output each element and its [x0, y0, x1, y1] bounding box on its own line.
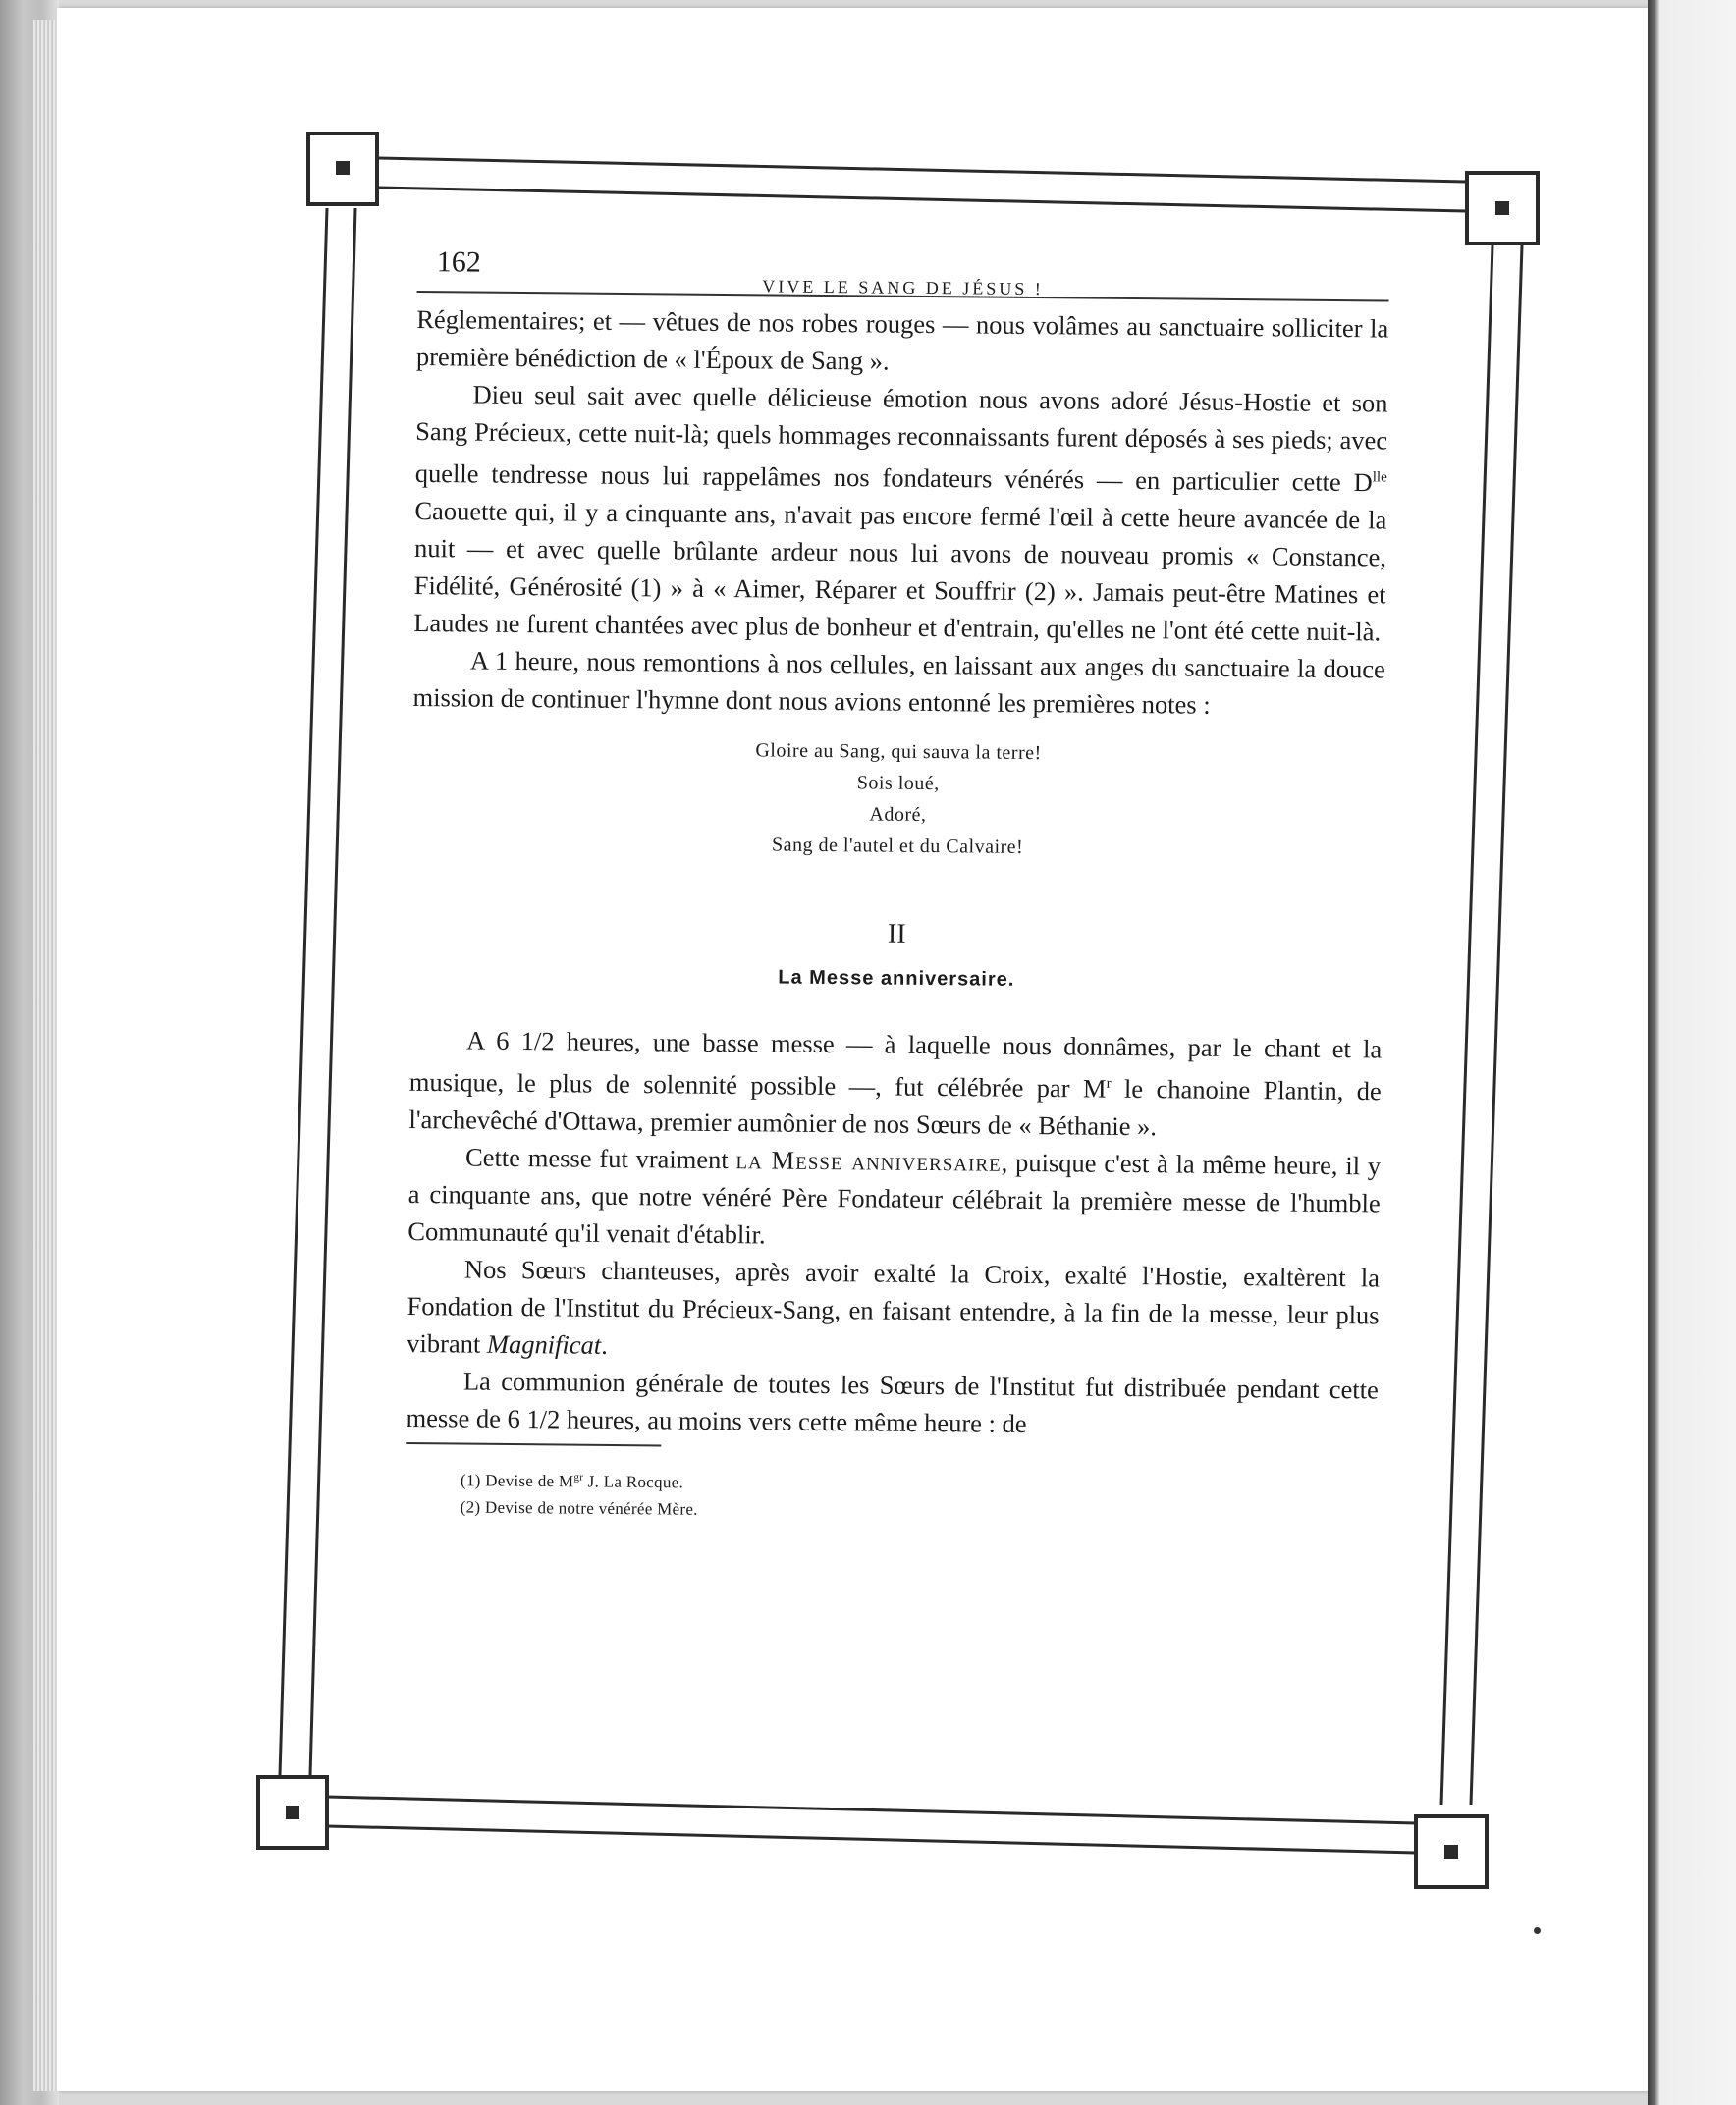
frame-bottom-rule-inner [327, 1826, 1416, 1853]
frame-bottom-rule-outer [327, 1797, 1416, 1823]
frame-top-rule-outer [378, 158, 1466, 182]
paragraph-2: Dieu seul sait avec quelle délicieuse émotion nous avons adoré Jésus-Hostie et son Sang Précieux, cette nuit-là; quels hommages reconnaissants furent déposés à ses pieds; avec quelle tendresse nous lui rappelâmes nos fondateurs vénérés — en particulier cette $D^{lle}$ Caouette qui, il y a cinquante ans, n'avait pas encore fermé l'œil à cette heure avancée de la nuit — et avec quelle brûlante ardeur nous lui avons de nouveau promis « Constance, Fidélité, Générosité (1) » à « Aimer, Réparer et Souffrir (2) ». Jamais peut-être Matines et Laudes ne furent chantées avec plus de bonheur et d'entrain, qu'elles ne l'ont été cette nuit-là. [413, 379, 1388, 647]
hymn-line-1: Gloire au Sang, qui sauva la terre! [755, 739, 1042, 764]
footnote-rule [406, 1442, 661, 1446]
paragraph-4: A 6 1/2 heures, une basse messe — à laquelle nous donnâmes, par le chant et la musique, le plus de solennité possible —, fut célébrée par $M^r$ le chanoine Plantin, de l'archevêché d'Ottawa, premier aumônier de nos Sœurs de « Béthanie ». [408, 1025, 1383, 1141]
paragraph-6: Nos Sœurs chanteuses, après avoir exalté la Croix, exalté l'Hostie, exaltèrent la Fondation de l'Institut du Précieux-Sang, en faisant entendre, à la fin de la messe, leur plus vibrant Magnificat. [407, 1254, 1381, 1360]
frame-left-rule-outer [280, 208, 327, 1775]
page-text-block [406, 245, 1389, 1531]
corner-ornament-bottom-left [258, 1777, 327, 1848]
page-number: 162 [436, 245, 481, 279]
running-title: VIVE LE SANG DE JÉSUS ! [762, 276, 1044, 299]
frame-top-rule-inner [378, 188, 1466, 211]
paragraph-3: A 1 heure, nous remontions à nos cellules, en laissant aux anges du sanctuaire la douce mission de continuer l'hymne dont nous avions entonné les premières notes : [412, 645, 1386, 720]
footnote-1: (1) Devise de $M^{gr}$ J. La Rocque. [460, 1470, 684, 1491]
footnote-2: (2) Devise de notre vénérée Mère. [460, 1497, 698, 1520]
section-number: II [887, 918, 906, 949]
paragraph-5: Cette messe fut vraiment la Messe anniversaire, puisque c'est à la même heure, il y a cinquante ans, que notre vénéré Père Fondateur célébrait la première messe de l'humble Communauté qu'il venait d'établir. [407, 1142, 1382, 1250]
hymn-line-2: Sois loué, [856, 772, 940, 794]
paragraph-7: La communion générale de toutes les Sœurs de l'Institut fut distribuée pendant cette messe de 6 1/2 heures, au moins vers cette même heure : de [406, 1366, 1380, 1438]
frame-left-rule-inner [310, 208, 355, 1775]
frame-right-rule-outer [1441, 245, 1492, 1805]
corner-ornament-top-right [1467, 173, 1538, 243]
hymn-line-4: Sang de l'autel et du Calvaire! [771, 834, 1024, 858]
corner-ornament-bottom-right [1416, 1816, 1487, 1887]
hymn-verse [411, 731, 1384, 866]
paragraph-1: Réglementaires; et — vêtues de nos robes rouges — nous volâmes au sanctuaire solliciter la première bénédiction de « l'Époux de Sang ». [415, 303, 1389, 376]
frame-right-rule-inner [1471, 245, 1522, 1805]
corner-ornament-top-left [308, 134, 377, 204]
hymn-line-3: Adoré, [869, 803, 927, 826]
section-title: La Messe anniversaire. [778, 966, 1015, 991]
running-head [417, 245, 1389, 302]
